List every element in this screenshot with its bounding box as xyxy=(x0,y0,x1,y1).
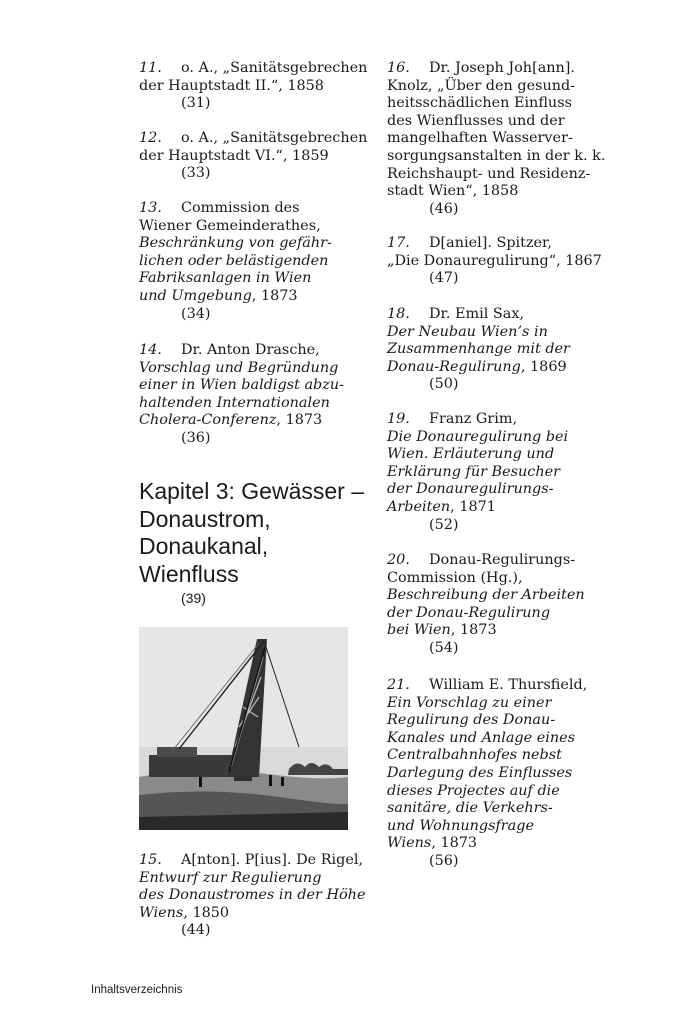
entry-text: Commission (Hg.), xyxy=(387,569,523,586)
entry-text: Erklärung für Besucher xyxy=(387,463,561,480)
entry-line xyxy=(387,552,585,570)
entry-text: Centralbahnhofes nebst xyxy=(387,747,562,764)
entry-text: lichen oder belästigenden xyxy=(139,252,329,269)
chapter-title-line: Kapitel 3: Gewässer – xyxy=(139,478,365,504)
entry-number: 14. xyxy=(139,342,162,358)
entry-text: stadt Wien“, 1858 xyxy=(387,183,519,200)
entry-line xyxy=(387,835,587,853)
entry-text: , 1873 xyxy=(276,412,323,429)
entry-text: Dr. Anton Drasche, xyxy=(181,342,320,358)
entry-text: Vorschlag und Begründung xyxy=(139,359,339,376)
entry-text: Darlegung des Einflusses xyxy=(387,764,573,781)
entry-number: 17. xyxy=(387,235,410,251)
toc-entry xyxy=(387,235,602,288)
entry-text: Arbeiten xyxy=(387,498,451,515)
entry-text: Zusammenhange mit der xyxy=(387,341,570,358)
entry-number: 20. xyxy=(387,552,410,568)
entry-line xyxy=(139,870,365,888)
entry-line xyxy=(139,60,367,78)
entry-text: Wiens xyxy=(387,835,432,852)
entry-number: 11. xyxy=(139,60,162,76)
entry-page-number: (46) xyxy=(429,200,459,217)
entry-line xyxy=(387,818,587,836)
entry-text: bei Wien xyxy=(387,622,451,639)
entry-line xyxy=(387,166,605,184)
entry-text: o. A., „Sanitätsgebrechen xyxy=(181,60,368,76)
entry-text: William E. Thursfield, xyxy=(429,677,588,693)
entry-text: Die Donauregulirung bei xyxy=(387,428,569,445)
entry-text: der Donau-Regulirung xyxy=(387,604,551,621)
entry-text: o. A., „Sanitätsgebrechen xyxy=(181,130,368,146)
entry-line xyxy=(387,800,587,818)
entry-line xyxy=(387,253,602,271)
entry-text: Dr. Emil Sax, xyxy=(429,306,525,322)
entry-text: Cholera-Conferenz xyxy=(139,412,277,429)
entry-text: Wiener Gemeinderathes, xyxy=(139,217,321,234)
entry-page-number: (56) xyxy=(429,852,459,869)
entry-text: , 1850 xyxy=(183,904,230,921)
entry-line xyxy=(387,712,587,730)
entry-line xyxy=(387,95,605,113)
entry-line xyxy=(387,464,568,482)
entry-line xyxy=(387,130,605,148)
entry-line xyxy=(139,377,344,395)
entry-line xyxy=(139,887,365,905)
footer-label: Inhaltsverzeichnis xyxy=(91,984,183,996)
entry-text: Ein Vorschlag zu einer xyxy=(387,694,552,711)
entry-text: sorgungsanstalten in der k. k. xyxy=(387,147,606,164)
entry-line xyxy=(139,270,332,288)
entry-line xyxy=(387,695,587,713)
chapter-page-number: (39) xyxy=(181,590,206,606)
entry-text: Wiens xyxy=(139,904,184,921)
entry-line xyxy=(139,253,332,271)
toc-entry xyxy=(387,411,568,534)
entry-line xyxy=(387,622,585,640)
entry-text: Donau-Regulirung xyxy=(387,358,521,375)
entry-line xyxy=(387,60,605,78)
entry-text: Franz Grim, xyxy=(429,411,518,427)
entry-number: 21. xyxy=(387,677,410,693)
entry-text: „Die Donauregulirung“, 1867 xyxy=(387,252,602,269)
entry-text: und Umgebung xyxy=(139,287,252,304)
entry-line xyxy=(139,412,344,430)
chapter-title-line: Wienfluss xyxy=(139,560,239,587)
entry-line xyxy=(387,605,585,623)
entry-line xyxy=(387,677,587,695)
toc-entry xyxy=(387,552,585,658)
entry-page-number: (50) xyxy=(429,376,459,393)
entry-text: Donau-Regulirungs- xyxy=(429,552,576,568)
entry-text: , 1873 xyxy=(251,287,298,304)
entry-page-number: (31) xyxy=(181,95,211,112)
entry-text: Beschränkung von gefähr- xyxy=(139,235,332,252)
entry-text: , 1873 xyxy=(450,622,497,639)
entry-text: Reichshaupt- und Residenz- xyxy=(387,165,591,182)
entry-line xyxy=(139,218,332,236)
entry-line xyxy=(139,130,367,148)
entry-line xyxy=(139,148,367,166)
entry-line xyxy=(387,324,570,342)
entry-page-number: (52) xyxy=(429,516,459,533)
entry-text: Knolz, „Über den gesund- xyxy=(387,77,576,94)
entry-text: des Donaustromes in der Höhe xyxy=(139,887,366,904)
entry-text: der Donauregulirungs- xyxy=(387,481,554,498)
entry-number: 13. xyxy=(139,200,162,216)
entry-page-number: (36) xyxy=(181,429,211,446)
toc-entry xyxy=(139,200,332,323)
chapter-title-line: Donaukanal, xyxy=(139,533,269,559)
entry-line xyxy=(139,905,365,923)
entry-line xyxy=(387,341,570,359)
entry-number: 18. xyxy=(387,306,410,322)
entry-text: und Wohnungsfrage xyxy=(387,817,534,834)
entry-line xyxy=(387,306,570,324)
chapter-heading xyxy=(139,478,364,588)
entry-line xyxy=(387,481,568,499)
entry-text: einer in Wien baldigst abzu- xyxy=(139,377,344,394)
entry-text: Kanales und Anlage eines xyxy=(387,729,576,746)
entry-text: Entwurf zur Regulierung xyxy=(139,869,322,886)
entry-text: haltenden Internationalen xyxy=(139,394,330,411)
entry-line xyxy=(387,446,568,464)
entry-text: des Wienflusses und der xyxy=(387,112,565,129)
entry-line xyxy=(387,411,568,429)
entry-page-number: (47) xyxy=(429,270,459,287)
entry-line xyxy=(139,78,367,96)
toc-entry xyxy=(139,60,367,113)
entry-text: A[nton]. P[ius]. De Rigel, xyxy=(181,852,364,868)
entry-line xyxy=(387,587,585,605)
entry-text: Dr. Joseph Joh[ann]. xyxy=(429,60,575,76)
entry-text: Fabriksanlagen in Wien xyxy=(139,270,312,287)
entry-number: 15. xyxy=(139,852,162,868)
entry-line xyxy=(139,342,344,360)
entry-text: , 1873 xyxy=(431,835,478,852)
entry-line xyxy=(387,148,605,166)
entry-text: dieses Projectes auf die xyxy=(387,782,560,799)
toc-entry xyxy=(139,852,365,940)
entry-text: Wien. Erläuterung und xyxy=(387,446,555,463)
entry-number: 19. xyxy=(387,411,410,427)
dredging-machine-photo xyxy=(139,627,348,830)
entry-text: heitsschädlichen Einfluss xyxy=(387,95,572,112)
entry-text: Beschreibung der Arbeiten xyxy=(387,587,585,604)
entry-text: sanitäre, die Verkehrs- xyxy=(387,800,553,817)
entry-text: der Hauptstadt II.“, 1858 xyxy=(139,77,324,94)
entry-line xyxy=(387,747,587,765)
entry-line xyxy=(139,288,332,306)
toc-entry xyxy=(387,60,605,218)
entry-number: 16. xyxy=(387,60,410,76)
entry-text: Regulirung des Donau- xyxy=(387,712,556,729)
entry-text: , 1871 xyxy=(450,498,496,515)
entry-line xyxy=(139,852,365,870)
entry-line xyxy=(387,730,587,748)
entry-line xyxy=(387,113,605,131)
toc-entry xyxy=(387,677,587,871)
toc-entry xyxy=(139,342,344,448)
entry-line xyxy=(139,395,344,413)
entry-line xyxy=(387,359,570,377)
entry-page-number: (34) xyxy=(181,305,211,322)
entry-text: mangelhaften Wasserver- xyxy=(387,130,573,147)
entry-line xyxy=(387,765,587,783)
toc-entry xyxy=(387,306,570,394)
entry-line xyxy=(139,235,332,253)
entry-line xyxy=(387,783,587,801)
entry-line xyxy=(139,360,344,378)
entry-line xyxy=(139,200,332,218)
entry-page-number: (54) xyxy=(429,639,459,656)
entry-line xyxy=(387,570,585,588)
entry-line xyxy=(387,235,602,253)
entry-text: , 1869 xyxy=(520,358,567,375)
entry-text: Commission des xyxy=(181,200,300,216)
toc-entry xyxy=(139,130,367,183)
entry-page-number: (33) xyxy=(181,165,211,182)
entry-line xyxy=(387,78,605,96)
entry-line xyxy=(387,429,568,447)
entry-page-number: (44) xyxy=(181,922,211,939)
entry-number: 12. xyxy=(139,130,162,146)
chapter-title-line: Donaustrom, xyxy=(139,505,271,532)
entry-line xyxy=(387,183,605,201)
entry-text: der Hauptstadt VI.“, 1859 xyxy=(139,147,329,164)
entry-line xyxy=(387,499,568,517)
entry-text: D[aniel]. Spitzer, xyxy=(429,235,552,251)
entry-text: Der Neubau Wien’s in xyxy=(387,323,548,340)
